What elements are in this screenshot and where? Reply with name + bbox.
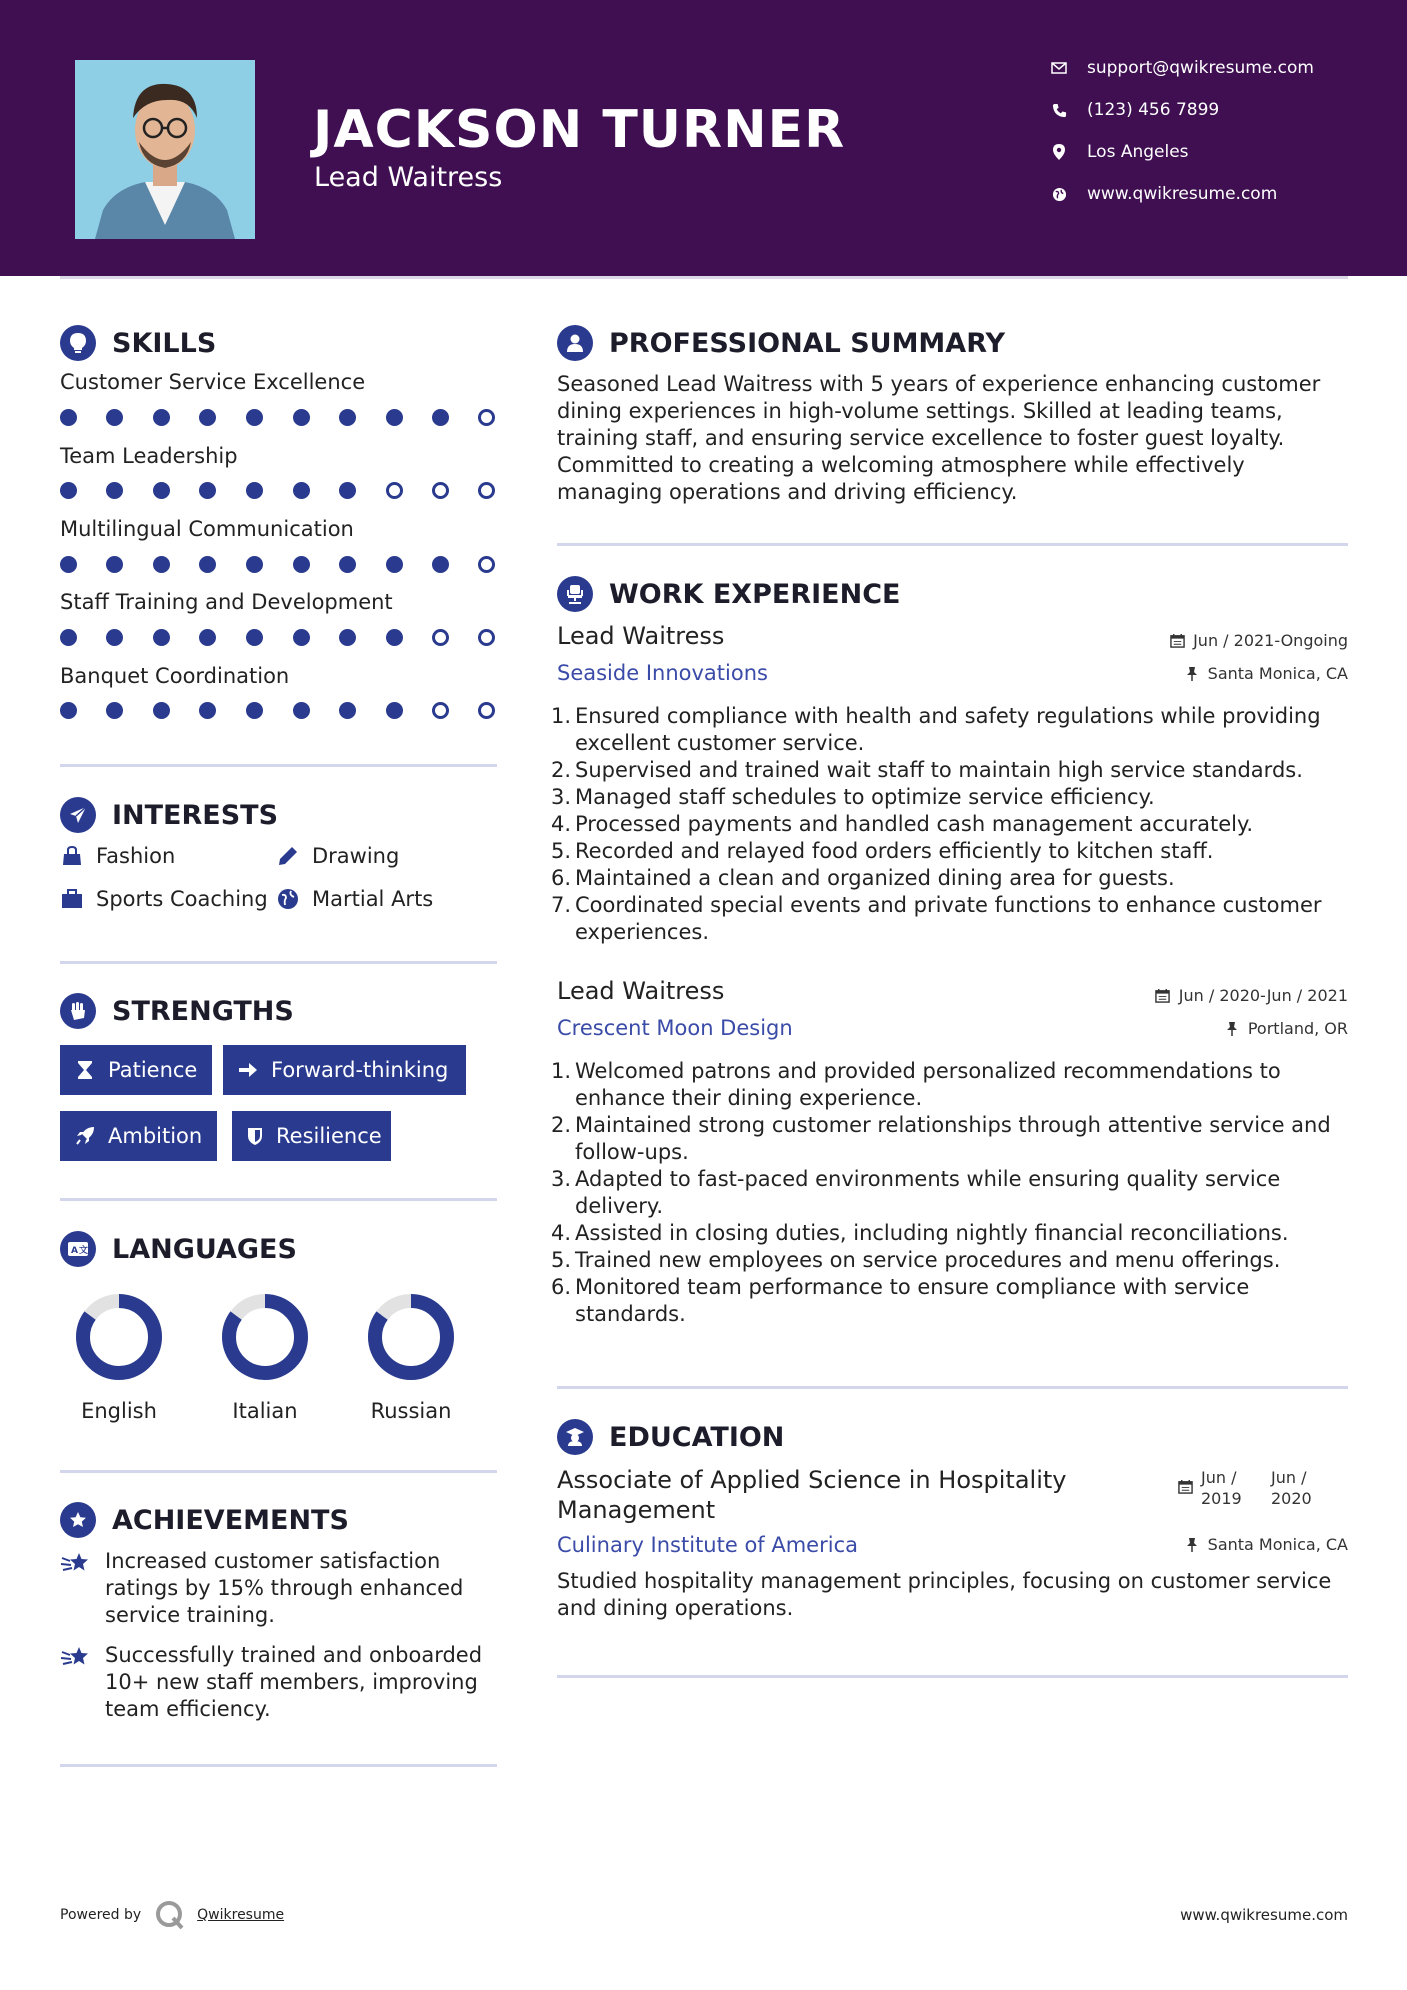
rating-dot-empty	[386, 482, 403, 499]
pushpin-icon	[1184, 1537, 1200, 1553]
rating-dot-filled	[60, 556, 77, 573]
translate-icon	[60, 1231, 96, 1267]
interest-item	[276, 844, 399, 868]
resume-header	[0, 0, 1407, 276]
interest-label: Martial Arts	[312, 887, 434, 911]
duty-text: Monitored team performance to ensure compliance with service standards.	[575, 1275, 1250, 1326]
strength-tag	[60, 1111, 217, 1161]
contact-email[interactable]	[1050, 58, 1390, 78]
job-location	[1224, 1019, 1348, 1038]
duty-item	[551, 1247, 1347, 1274]
rating-dot-filled	[106, 702, 123, 719]
interest-label: Fashion	[96, 844, 176, 868]
duty-item	[551, 1112, 1347, 1166]
rating-dot-empty	[432, 482, 449, 499]
pushpin-icon	[1184, 666, 1200, 682]
contact-location-text: Los Angeles	[1087, 142, 1189, 162]
contact-phone[interactable]	[1050, 100, 1390, 120]
rating-dot-filled	[339, 556, 356, 573]
header-divider	[60, 276, 1348, 279]
duty-text: Processed payments and handled cash management accurately.	[575, 812, 1254, 836]
duty-number: 2.	[551, 1113, 572, 1137]
job-company[interactable]: Seaside Innovations	[557, 661, 768, 685]
duty-text: Adapted to fast-paced environments while ensuring quality service delivery.	[575, 1167, 1281, 1218]
duty-item	[551, 1220, 1347, 1247]
raised-fist-icon	[60, 993, 96, 1029]
education-location	[1184, 1535, 1348, 1554]
arrow-right-icon	[237, 1059, 259, 1081]
duty-item	[551, 1166, 1347, 1220]
rating-dot-empty	[478, 629, 495, 646]
rating-dot-filled	[293, 409, 310, 426]
rating-dot-filled	[153, 409, 170, 426]
rating-dot-empty	[478, 702, 495, 719]
rating-dot-filled	[386, 702, 403, 719]
education-degree: Associate of Applied Science in Hospitality Management	[557, 1466, 1067, 1524]
duty-number: 2.	[551, 758, 572, 782]
strength-label: Ambition	[108, 1124, 203, 1148]
interests-heading-text: INTERESTS	[112, 799, 279, 831]
rating-dot-filled	[339, 629, 356, 646]
duty-number: 4.	[551, 812, 572, 836]
rating-dot-filled	[199, 702, 216, 719]
user-icon	[557, 325, 593, 361]
strength-tag	[223, 1045, 466, 1095]
duty-number: 3.	[551, 1167, 572, 1191]
skill-rating	[60, 482, 500, 502]
education-location-text: Santa Monica, CA	[1207, 1535, 1348, 1554]
duty-item	[551, 757, 1347, 784]
duty-text: Welcomed patrons and provided personalized recommendations to enhance their dining experience.	[575, 1059, 1281, 1110]
skill-name: Multilingual Communication	[60, 517, 354, 541]
interest-item	[60, 844, 175, 868]
rating-dot-filled	[60, 409, 77, 426]
summary-heading	[557, 325, 1005, 361]
duty-text: Trained new employees on service procedures and menu offerings.	[575, 1248, 1281, 1272]
candidate-title: Lead Waitress	[314, 162, 503, 193]
rating-dot-filled	[106, 556, 123, 573]
job-dates	[1155, 986, 1348, 1005]
duty-item	[551, 838, 1347, 865]
rating-dot-filled	[386, 409, 403, 426]
strength-label: Resilience	[276, 1124, 382, 1148]
section-divider	[60, 1198, 497, 1201]
section-divider	[557, 1675, 1348, 1678]
duty-number: 1.	[551, 704, 572, 728]
duty-text: Managed staff schedules to optimize service efficiency.	[575, 785, 1155, 809]
education-heading	[557, 1419, 784, 1455]
duty-number: 7.	[551, 893, 572, 917]
job-duties	[551, 703, 1347, 946]
duty-item	[551, 784, 1347, 811]
languages-heading	[60, 1231, 297, 1267]
rating-dot-filled	[339, 702, 356, 719]
job-duties	[551, 1058, 1347, 1328]
skill-name: Banquet Coordination	[60, 664, 290, 688]
rating-dot-filled	[153, 629, 170, 646]
rating-dot-filled	[386, 556, 403, 573]
job-location-text: Portland, OR	[1247, 1019, 1348, 1038]
contact-phone-text: (123) 456 7899	[1087, 100, 1220, 120]
duty-text: Maintained strong customer relationships through attentive service and follow-ups.	[575, 1113, 1331, 1164]
language-ring	[221, 1293, 309, 1385]
strengths-heading	[60, 993, 294, 1029]
section-divider	[557, 1386, 1348, 1389]
job-dates-text: Jun / 2021-Ongoing	[1193, 631, 1348, 650]
strength-label: Forward-thinking	[271, 1058, 449, 1082]
job-location-text: Santa Monica, CA	[1207, 664, 1348, 683]
job-dates	[1169, 631, 1348, 650]
rating-dot-filled	[246, 629, 263, 646]
rating-dot-filled	[246, 482, 263, 499]
contact-location	[1050, 142, 1390, 162]
achievement-item	[60, 1642, 500, 1723]
achievement-text: Successfully trained and onboarded 10+ new staff members, improving team efficiency.	[105, 1643, 483, 1721]
job-location	[1184, 664, 1348, 683]
globe-icon	[1050, 185, 1068, 203]
brand-link[interactable]: Qwikresume	[197, 1907, 285, 1923]
lightbulb-icon	[60, 325, 96, 361]
duty-text: Recorded and relayed food orders efficiently to kitchen staff.	[575, 839, 1214, 863]
star-badge-icon	[60, 1502, 96, 1538]
duty-item	[551, 703, 1347, 757]
shooting-star-icon	[60, 1550, 92, 1578]
footer-powered	[60, 1900, 284, 1930]
contact-website[interactable]	[1050, 184, 1390, 204]
briefcase-icon	[60, 887, 84, 911]
graduate-icon	[557, 1419, 593, 1455]
language-ring	[75, 1293, 163, 1385]
skill-rating	[60, 409, 500, 429]
achievement-text: Increased customer satisfaction ratings by 15% through enhanced service training.	[105, 1549, 464, 1627]
rating-dot-empty	[478, 409, 495, 426]
rating-dot-filled	[106, 409, 123, 426]
profile-photo	[75, 60, 255, 239]
powered-by-text: Powered by	[60, 1907, 142, 1923]
duty-text: Ensured compliance with health and safety regulations while providing excellent customer service.	[575, 704, 1321, 755]
language-ring	[367, 1293, 455, 1385]
duty-number: 5.	[551, 839, 572, 863]
job-company[interactable]: Crescent Moon Design	[557, 1016, 793, 1040]
skills-heading	[60, 325, 216, 361]
section-divider	[60, 764, 497, 767]
rating-dot-filled	[432, 409, 449, 426]
strength-tag	[60, 1045, 212, 1095]
rating-dot-filled	[106, 629, 123, 646]
interest-item	[60, 887, 268, 911]
rating-dot-filled	[246, 702, 263, 719]
duty-number: 3.	[551, 785, 572, 809]
globe-icon	[276, 887, 300, 911]
duty-text: Maintained a clean and organized dining area for guests.	[575, 866, 1175, 890]
achievements-heading	[60, 1502, 349, 1538]
job-dates-text: Jun / 2020-Jun / 2021	[1178, 986, 1348, 1005]
duty-text: Coordinated special events and private functions to enhance customer experiences.	[575, 893, 1322, 944]
rating-dot-empty	[432, 629, 449, 646]
language-name: English	[81, 1399, 157, 1423]
pushpin-icon	[1224, 1021, 1240, 1037]
rating-dot-filled	[293, 629, 310, 646]
rating-dot-filled	[293, 556, 310, 573]
skill-name: Staff Training and Development	[60, 590, 393, 614]
svg-text:A: A	[71, 1246, 78, 1256]
rating-dot-filled	[106, 482, 123, 499]
section-divider	[60, 1470, 497, 1473]
duty-item	[551, 865, 1347, 892]
rating-dot-filled	[153, 702, 170, 719]
pencil-icon	[276, 844, 300, 868]
interest-label: Drawing	[312, 844, 400, 868]
education-description: Studied hospitality management principles, focusing on customer service and dining operations.	[557, 1569, 1332, 1620]
rating-dot-filled	[246, 556, 263, 573]
duty-item	[551, 811, 1347, 838]
achievements-heading-text: ACHIEVEMENTS	[112, 1504, 349, 1536]
duty-text: Supervised and trained wait staff to maintain high service standards.	[575, 758, 1303, 782]
education-dates	[1177, 1467, 1319, 1509]
phone-icon	[1050, 101, 1068, 119]
rating-dot-filled	[199, 556, 216, 573]
summary-text: Seasoned Lead Waitress with 5 years of experience enhancing customer dining experiences in high-volume settings. Skilled at leading teams, training staff, and ensuring service excellence to foster guest loyalty. Committed to creating a welcoming atmosphere while effectively managing operations and driving efficiency.	[557, 372, 1321, 504]
rating-dot-empty	[478, 482, 495, 499]
rating-dot-filled	[199, 409, 216, 426]
envelope-icon	[1050, 59, 1068, 77]
skill-rating	[60, 702, 500, 722]
paper-plane-icon	[60, 797, 96, 833]
shooting-star-icon	[60, 1644, 92, 1672]
interest-label: Sports Coaching	[96, 887, 268, 911]
duty-number: 4.	[551, 1221, 572, 1245]
contact-website-text: www.qwikresume.com	[1087, 184, 1278, 204]
rating-dot-filled	[199, 629, 216, 646]
experience-heading-text: WORK EXPERIENCE	[609, 578, 901, 610]
rating-dot-empty	[478, 556, 495, 573]
hourglass-icon	[74, 1059, 96, 1081]
strength-tag	[232, 1111, 391, 1161]
contact-email-text: support@qwikresume.com	[1087, 58, 1314, 78]
skill-rating	[60, 629, 500, 649]
candidate-name: JACKSON TURNER	[313, 100, 846, 160]
experience-heading	[557, 576, 900, 612]
rating-dot-filled	[246, 409, 263, 426]
skill-rating	[60, 556, 500, 576]
skill-name: Customer Service Excellence	[60, 370, 366, 394]
calendar-icon	[1169, 633, 1185, 649]
section-divider	[60, 961, 497, 964]
svg-text:文: 文	[79, 1246, 89, 1256]
rating-dot-filled	[432, 556, 449, 573]
interests-heading	[60, 797, 278, 833]
rating-dot-filled	[153, 482, 170, 499]
skills-heading-text: SKILLS	[112, 327, 217, 359]
calendar-icon	[1177, 1478, 1193, 1494]
shopping-bag-icon	[60, 844, 84, 868]
duty-text: Assisted in closing duties, including nightly financial reconciliations.	[575, 1221, 1289, 1245]
shield-icon	[246, 1125, 264, 1147]
rating-dot-filled	[153, 556, 170, 573]
job-role: Lead Waitress	[557, 622, 725, 650]
duty-number: 6.	[551, 866, 572, 890]
rating-dot-filled	[60, 702, 77, 719]
section-divider	[60, 1764, 497, 1767]
map-pin-icon	[1050, 143, 1068, 161]
rating-dot-filled	[293, 482, 310, 499]
education-school[interactable]: Culinary Institute of America	[557, 1533, 858, 1557]
education-heading-text: EDUCATION	[609, 1421, 785, 1453]
duty-item	[551, 892, 1347, 946]
footer-website[interactable]: www.qwikresume.com	[1180, 1906, 1348, 1924]
achievement-item	[60, 1548, 500, 1629]
rating-dot-filled	[293, 702, 310, 719]
language-name: Italian	[232, 1399, 298, 1423]
rating-dot-filled	[386, 629, 403, 646]
strengths-heading-text: STRENGTHS	[112, 995, 294, 1027]
duty-number: 5.	[551, 1248, 572, 1272]
rating-dot-filled	[199, 482, 216, 499]
rating-dot-filled	[60, 482, 77, 499]
job-role: Lead Waitress	[557, 977, 725, 1005]
duty-item	[551, 1274, 1347, 1328]
rating-dot-empty	[432, 702, 449, 719]
duty-number: 1.	[551, 1059, 572, 1083]
rocket-icon	[74, 1125, 96, 1147]
calendar-icon	[1155, 988, 1171, 1004]
rating-dot-filled	[60, 629, 77, 646]
duty-number: 6.	[551, 1275, 572, 1299]
rating-dot-filled	[339, 482, 356, 499]
education-end: Jun / 2020	[1271, 1468, 1312, 1508]
rating-dot-filled	[339, 409, 356, 426]
summary-heading-text: PROFESSIONAL SUMMARY	[609, 327, 1006, 359]
duty-item	[551, 1058, 1347, 1112]
interest-item	[276, 887, 433, 911]
strength-label: Patience	[108, 1058, 198, 1082]
languages-heading-text: LANGUAGES	[112, 1233, 297, 1265]
skill-name: Team Leadership	[60, 444, 238, 468]
qwikresume-logo	[155, 1900, 185, 1930]
office-chair-icon	[557, 576, 593, 612]
language-name: Russian	[370, 1399, 452, 1423]
section-divider	[557, 543, 1348, 546]
education-start: Jun / 2019	[1201, 1468, 1242, 1508]
